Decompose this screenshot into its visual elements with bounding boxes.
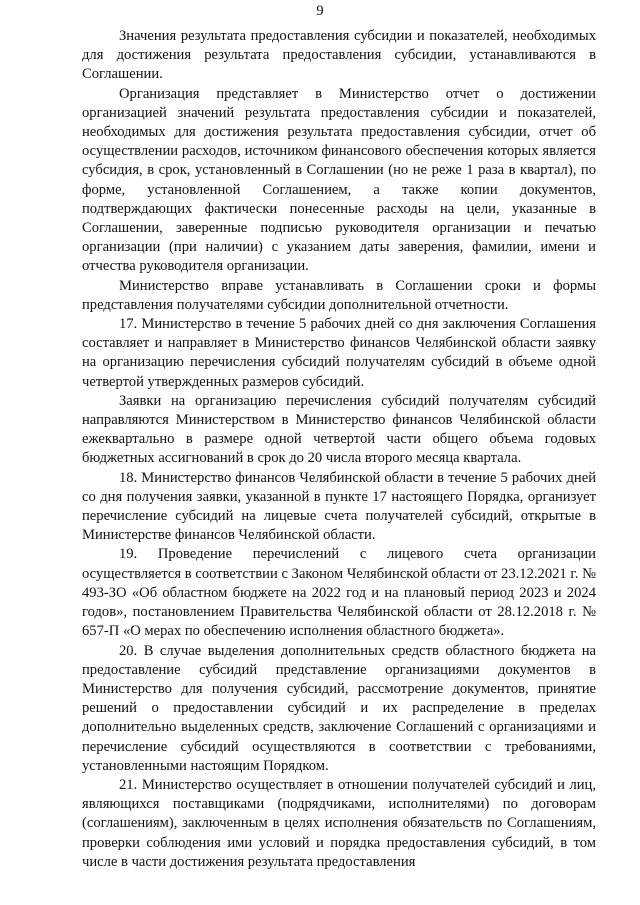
paragraph-item-17: 17. Министерство в течение 5 рабочих дней со дня заключения Соглашения составляет и направляет в Министерство финансов Челябинской области заявку на организацию перечисления субсидий получателям субсидий в объеме одной четвертой утвержденных размеров субсидий.: [82, 316, 596, 390]
paragraph-result-values: Значения результата предоставления субсидии и показателей, необходимых для достижения результата предоставления субсидии, устанавливаются в Соглашении.: [82, 28, 596, 83]
paragraph-item-20: 20. В случае выделения дополнительных средств областного бюджета на предоставление субсидий представление организациями документов в Министерство для получения субсидий, рассмотрение документов, принятие решений о предоставлении субсидий и их распределение в пределах дополнительно выделенных средств, заключение Соглашений с организациями и перечисление субсидий осуществляются в соответствии с требованиями, установленными настоящим Порядком.: [82, 642, 596, 774]
paragraph-item-18: 18. Министерство финансов Челябинской области в течение 5 рабочих дней со дня получения заявки, указанной в пункте 17 настоящего Порядка, организует перечисление субсидий на лицевые счета получателей субсидий, открытые в Министерстве финансов Челябинской области.: [82, 469, 596, 544]
paragraph-item-21: 21. Министерство осуществляет в отношении получателей субсидий и лиц, являющихся поставщиками (подрядчиками, исполнителями) по договорам (соглашениям), заключенным в целях исполнения обязательств по Соглашениям, проверки соблюдения ими условий и порядка предоставления субсидий, в том числе в части достижения результата предоставления: [82, 776, 596, 870]
page-number: 9: [316, 3, 324, 19]
paragraph-item-19: 19. Проведение перечислений с лицевого счета организации осуществляется в соответствии с Законом Челябинской области от 23.12.2021 г. № 493-ЗО «Об областном бюджете на 2022 год и на плановый период 2023 и 2024 годов», постановлением Правительства Челябинской области от 28.12.2018 г. № 657-П «О мерах по обеспечению исполнения областного бюджета».: [82, 546, 596, 640]
paragraph-additional-reporting: Министерство вправе устанавливать в Соглашении сроки и формы представления получателями субсидии дополнительной отчетности.: [82, 277, 596, 313]
paragraph-report-submission: Организация представляет в Министерство отчет о достижении организацией значений результата предоставления субсидии и показателей, необходимых для достижения результата предоставления субсидии, отчет об осуществлении расходов, источником финансового обеспечения которых является субсидия, в срок, установленный в Соглашении (но не реже 1 раза в квартал), по форме, установленной Соглашением, а также копии документов, подтверждающих фактически понесенные расходы на цели, указанные в Соглашении, заверенные подписью руководителя организации и печатью организации (при наличии) с указанием даты заверения, фамилии, имени и отчества руководителя организации.: [82, 85, 596, 275]
paragraph-quarterly-requests: Заявки на организацию перечисления субсидий получателям субсидий направляются Министерством в Министерство финансов Челябинской области ежеквартально в размере одной четвертой части общего объема годовых бюджетных ассигнований в срок до 20 числа второго месяца квартала.: [82, 392, 596, 467]
document-body: [82, 27, 596, 872]
